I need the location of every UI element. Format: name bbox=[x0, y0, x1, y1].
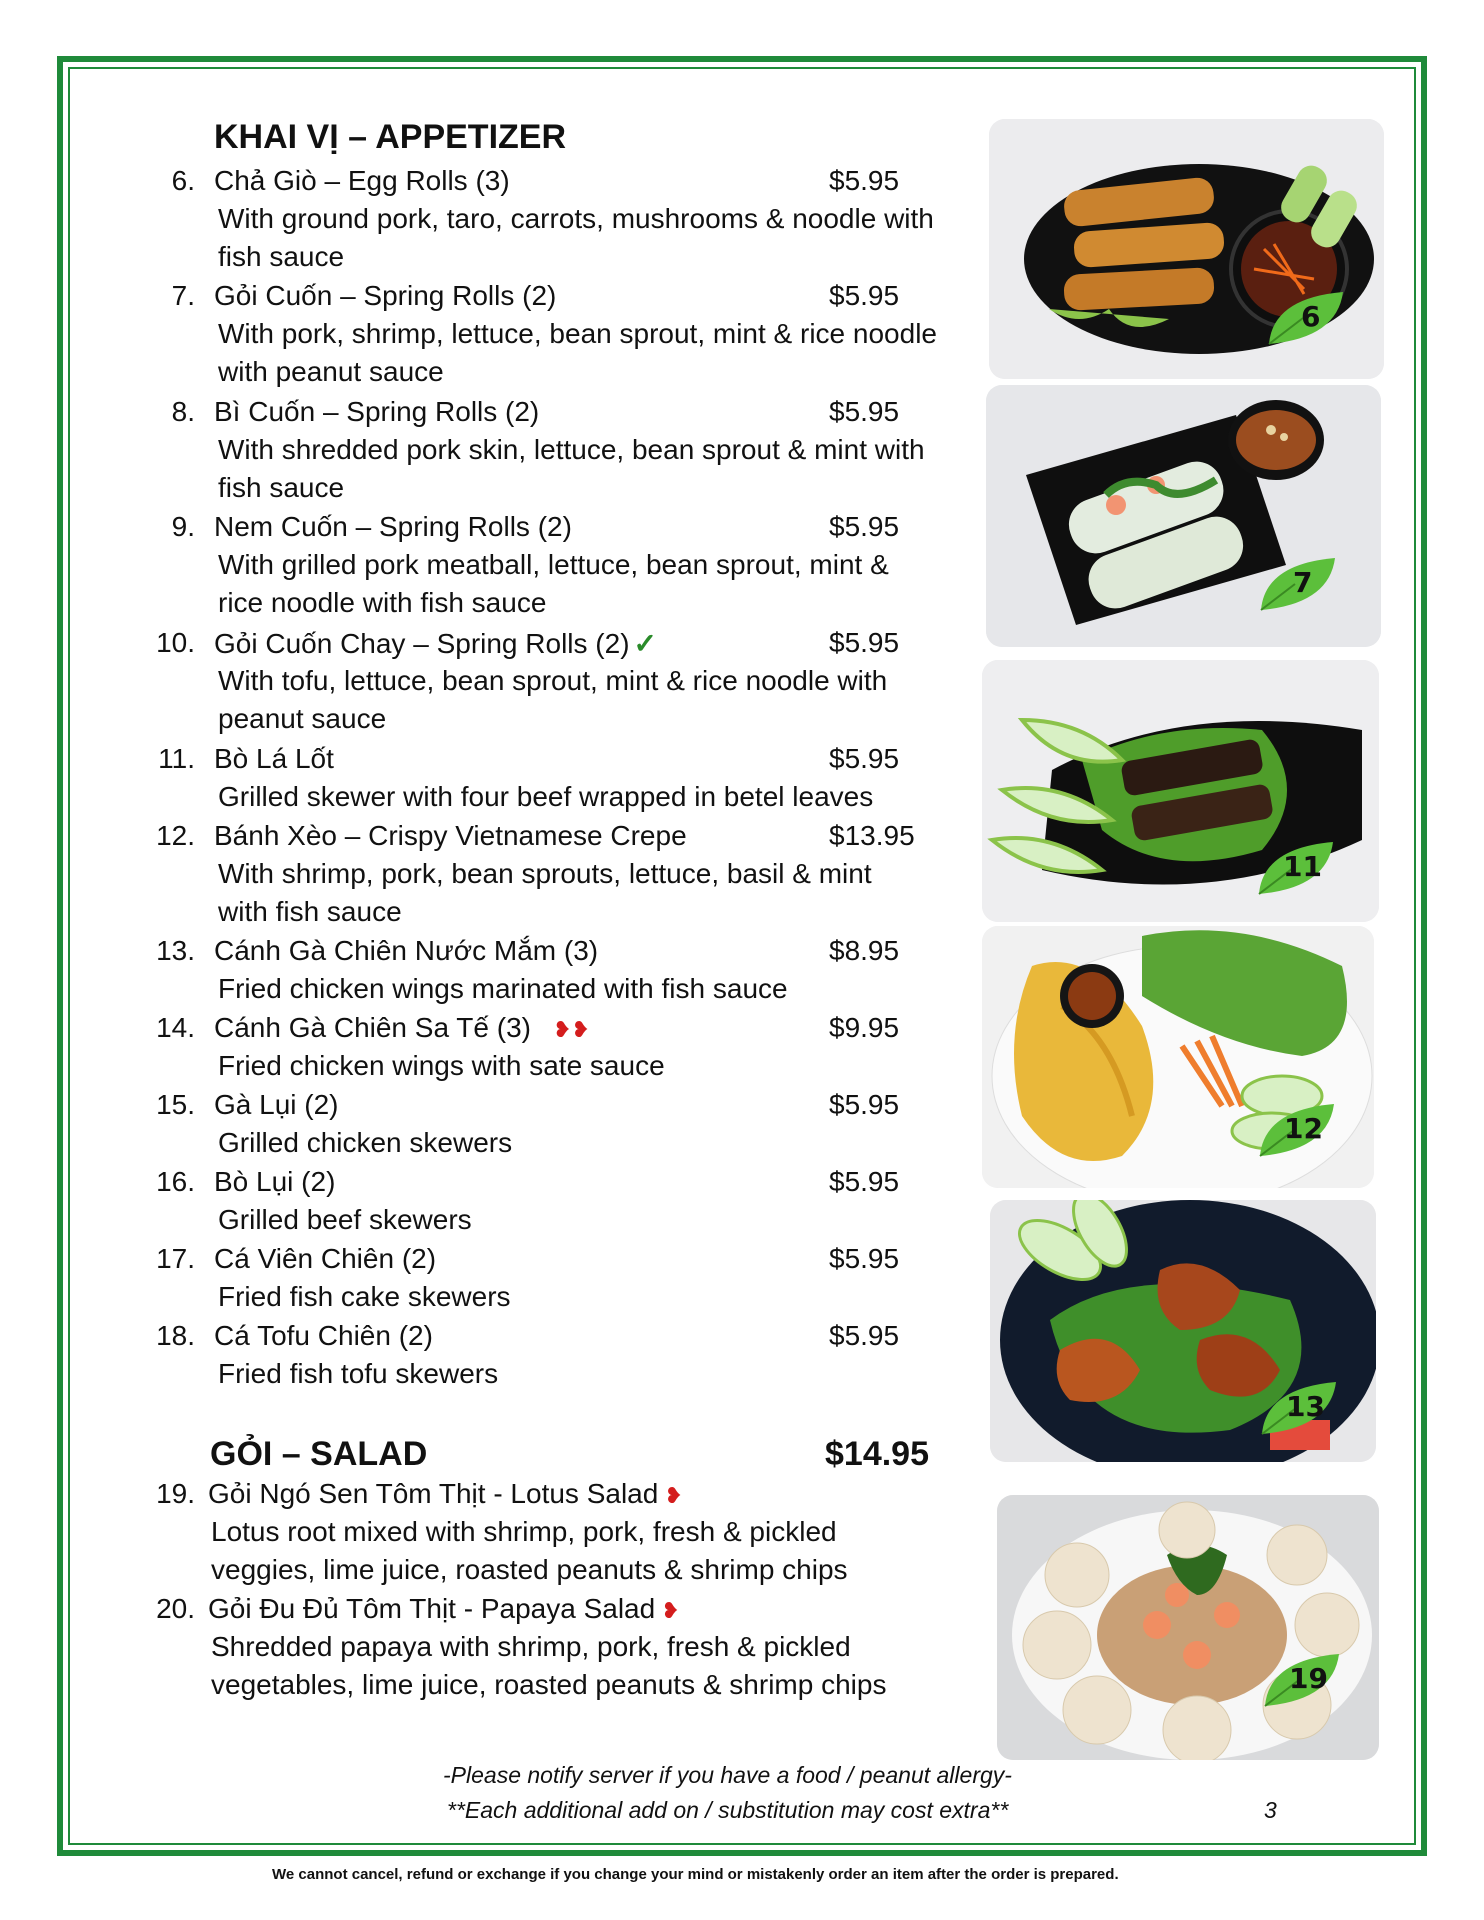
item-number: 8. bbox=[171, 396, 195, 427]
item-name bbox=[214, 165, 510, 197]
salad-item-description: veggies, lime juice, roasted peanuts & shrimp chips bbox=[211, 1554, 848, 1585]
photo-number-label: 7 bbox=[1293, 566, 1313, 599]
item-number: 18. bbox=[156, 1320, 195, 1351]
item-number: 14. bbox=[156, 1012, 195, 1043]
item-name-text: Bì Cuốn – Spring Rolls (2) bbox=[214, 396, 540, 427]
photo-number-label: 6 bbox=[1301, 300, 1321, 333]
item-description: with peanut sauce bbox=[218, 356, 444, 387]
item-name-text: Gỏi Cuốn Chay – Spring Rolls (2) bbox=[214, 628, 630, 659]
item-description: Fried chicken wings marinated with fish sauce bbox=[218, 973, 788, 1004]
item-price: $5.95 bbox=[829, 396, 900, 427]
salad-item-description: vegetables, lime juice, roasted peanuts & shrimp chips bbox=[211, 1669, 887, 1700]
item-name-text: Gỏi Cuốn – Spring Rolls (2) bbox=[214, 280, 557, 311]
item-description: fish sauce bbox=[218, 472, 345, 503]
item-description: With shrimp, pork, bean sprouts, lettuce, basil & mint bbox=[218, 858, 872, 889]
photo-number-label: 11 bbox=[1283, 850, 1322, 883]
item-name bbox=[214, 1012, 590, 1044]
item-description: with fish sauce bbox=[218, 896, 402, 927]
item-price: $5.95 bbox=[829, 165, 900, 196]
item-description: With shredded pork skin, lettuce, bean sprout & mint with bbox=[218, 434, 925, 465]
item-description: Grilled beef skewers bbox=[218, 1204, 472, 1235]
leaf-icon bbox=[1259, 1650, 1343, 1710]
item-name-text: Nem Cuốn – Spring Rolls (2) bbox=[214, 511, 572, 542]
item-price: $5.95 bbox=[829, 627, 900, 658]
item-name bbox=[214, 627, 657, 660]
appetizer-heading: KHAI VỊ – APPETIZER bbox=[214, 118, 567, 156]
item-description: Grilled skewer with four beef wrapped in betel leaves bbox=[218, 781, 874, 812]
vegetarian-leaf-icon: ✓ bbox=[633, 628, 657, 659]
leaf-icon bbox=[1256, 1378, 1340, 1438]
footer-policy: We cannot cancel, refund or exchange if you change your mind or mistakenly order an item after the order is prepared. bbox=[272, 1866, 1119, 1883]
item-name bbox=[214, 935, 598, 967]
leaf-icon bbox=[1253, 838, 1337, 898]
item-name-text: Bò Lá Lốt bbox=[214, 743, 334, 774]
chili-pepper-icon: ❥ bbox=[664, 1483, 683, 1508]
item-name-text: Cánh Gà Chiên Nước Mắm (3) bbox=[214, 935, 599, 966]
item-name-text: Cá Viên Chiên (2) bbox=[214, 1243, 437, 1274]
salad-item-name-text: Gỏi Ngó Sen Tôm Thịt - Lotus Salad bbox=[208, 1478, 659, 1509]
item-name bbox=[214, 1089, 339, 1121]
item-name-text: Bánh Xèo – Crispy Vietnamese Crepe bbox=[214, 820, 687, 851]
item-name-text: Cá Tofu Chiên (2) bbox=[214, 1320, 433, 1351]
item-name-text: Chả Giò – Egg Rolls (3) bbox=[214, 165, 510, 196]
item-price: $8.95 bbox=[829, 935, 900, 966]
spicy-indicator bbox=[553, 1012, 590, 1043]
item-price: $5.95 bbox=[829, 743, 900, 774]
item-number: 13. bbox=[156, 935, 195, 966]
substitution-note: **Each additional add on / substitution may cost extra** bbox=[447, 1797, 1009, 1823]
item-description: fish sauce bbox=[218, 241, 345, 272]
photo-lotus-salad bbox=[997, 1495, 1379, 1760]
item-name bbox=[214, 1320, 433, 1352]
leaf-icon bbox=[1255, 554, 1339, 614]
item-number: 16. bbox=[156, 1166, 195, 1197]
photo-number-label: 12 bbox=[1284, 1112, 1323, 1145]
item-name bbox=[214, 511, 572, 543]
item-name-text: Gà Lụi (2) bbox=[214, 1089, 339, 1120]
item-price: $5.95 bbox=[829, 1089, 900, 1120]
salad-price: $14.95 bbox=[825, 1435, 929, 1473]
item-number: 10. bbox=[156, 627, 195, 658]
item-name-text: Cánh Gà Chiên Sa Tế (3) bbox=[214, 1012, 531, 1043]
item-price: $5.95 bbox=[829, 1320, 900, 1351]
salad-item-name bbox=[208, 1478, 683, 1510]
item-number: 15. bbox=[156, 1089, 195, 1120]
item-price: $13.95 bbox=[829, 820, 915, 851]
item-description: With tofu, lettuce, bean sprout, mint & rice noodle with bbox=[218, 665, 888, 696]
item-name bbox=[214, 280, 556, 312]
leaf-icon bbox=[1263, 288, 1347, 348]
item-name-text: Bò Lụi (2) bbox=[214, 1166, 336, 1197]
item-number: 11. bbox=[158, 743, 195, 774]
leaf-icon bbox=[1254, 1100, 1338, 1160]
salad-item-number: 20. bbox=[156, 1593, 195, 1624]
item-name bbox=[214, 396, 539, 428]
item-number: 17. bbox=[156, 1243, 195, 1274]
photo-number-label: 13 bbox=[1286, 1390, 1325, 1423]
lotus-salad-image bbox=[997, 1495, 1379, 1760]
salad-item-description: Lotus root mixed with shrimp, pork, fresh & pickled bbox=[211, 1516, 837, 1547]
chili-pepper-icon: ❥ bbox=[571, 1017, 590, 1042]
salad-item-name-text: Gỏi Đu Đủ Tôm Thịt - Papaya Salad bbox=[208, 1593, 656, 1624]
item-number: 7. bbox=[171, 280, 195, 311]
item-description: Fried fish cake skewers bbox=[218, 1281, 511, 1312]
salad-item-number: 19. bbox=[156, 1478, 195, 1509]
salad-item-description: Shredded papaya with shrimp, pork, fresh & pickled bbox=[211, 1631, 851, 1662]
salad-item-name bbox=[208, 1593, 680, 1625]
item-description: Fried fish tofu skewers bbox=[218, 1358, 499, 1389]
item-number: 6. bbox=[171, 165, 195, 196]
item-description: Grilled chicken skewers bbox=[218, 1127, 513, 1158]
item-name bbox=[214, 820, 687, 852]
item-number: 9. bbox=[171, 511, 195, 542]
chili-pepper-icon: ❥ bbox=[661, 1598, 680, 1623]
item-name bbox=[214, 1166, 335, 1198]
item-description: rice noodle with fish sauce bbox=[218, 587, 547, 618]
item-price: $5.95 bbox=[829, 511, 900, 542]
item-price: $5.95 bbox=[829, 1243, 900, 1274]
item-price: $9.95 bbox=[829, 1012, 900, 1043]
item-description: With grilled pork meatball, lettuce, bean sprout, mint & bbox=[218, 549, 889, 580]
item-name bbox=[214, 1243, 436, 1275]
item-description: With pork, shrimp, lettuce, bean sprout, mint & rice noodle bbox=[218, 318, 937, 349]
allergy-note: -Please notify server if you have a food / peanut allergy- bbox=[443, 1762, 1012, 1788]
photo-number-label: 19 bbox=[1289, 1662, 1328, 1695]
item-price: $5.95 bbox=[829, 280, 900, 311]
item-name bbox=[214, 743, 334, 775]
chili-pepper-icon: ❥ bbox=[552, 1017, 572, 1042]
item-number: 12. bbox=[156, 820, 195, 851]
page-number: 3 bbox=[1264, 1797, 1277, 1823]
salad-heading: GỎI – SALAD bbox=[210, 1435, 428, 1473]
item-description: Fried chicken wings with sate sauce bbox=[218, 1050, 665, 1081]
item-description: With ground pork, taro, carrots, mushrooms & noodle with bbox=[218, 203, 934, 234]
item-price: $5.95 bbox=[829, 1166, 900, 1197]
item-description: peanut sauce bbox=[218, 703, 387, 734]
